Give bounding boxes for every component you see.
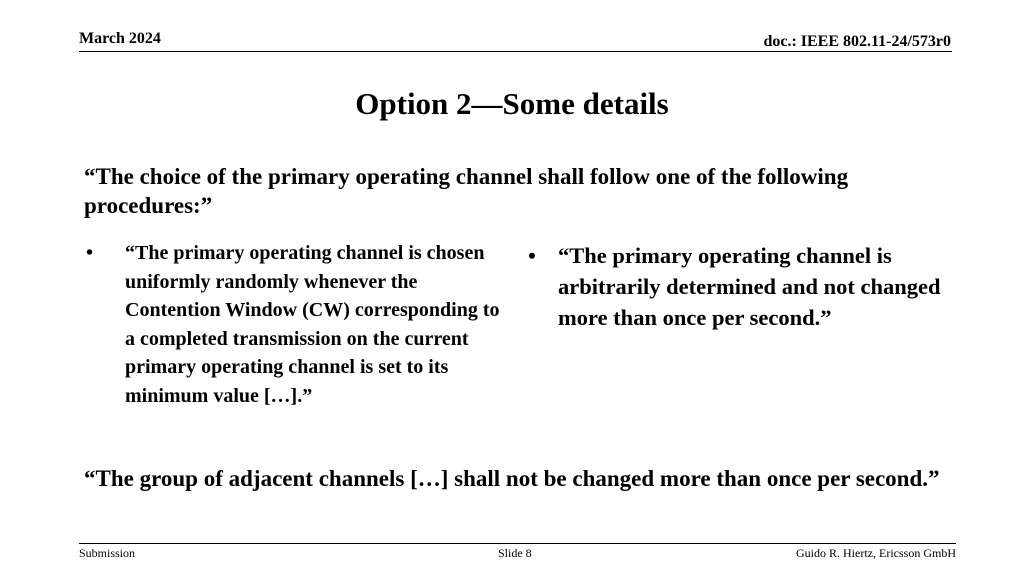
footer-author: Guido R. Hiertz, Ericsson GmbH bbox=[796, 546, 956, 560]
footer-divider bbox=[79, 543, 956, 544]
bullet-marker: • bbox=[528, 243, 536, 268]
header-divider bbox=[79, 51, 952, 52]
header-date: March 2024 bbox=[79, 30, 161, 47]
footer-submission: Submission bbox=[79, 546, 136, 560]
bullet-marker: • bbox=[86, 242, 94, 264]
intro-quote: “The choice of the primary operating channel shall follow one of the following procedures:” bbox=[84, 164, 849, 218]
footer-slide-number: Slide 8 bbox=[498, 546, 532, 560]
bullet-text: “The primary operating channel is chosen uniformly randomly whenever the Contention Window (CW) corresponding to a completed transmission on the current primary operating channel is set to its minimum value […].” bbox=[125, 242, 500, 407]
slide-title: Option 2—Some details bbox=[355, 86, 669, 121]
bullet-text: “The primary operating channel is arbitrarily determined and not changed more than once per second.” bbox=[558, 243, 941, 330]
header-doc-id: doc.: IEEE 802.11-24/573r0 bbox=[763, 33, 951, 50]
closing-quote: “The group of adjacent channels […] shall not be changed more than once per second.” bbox=[84, 466, 940, 491]
